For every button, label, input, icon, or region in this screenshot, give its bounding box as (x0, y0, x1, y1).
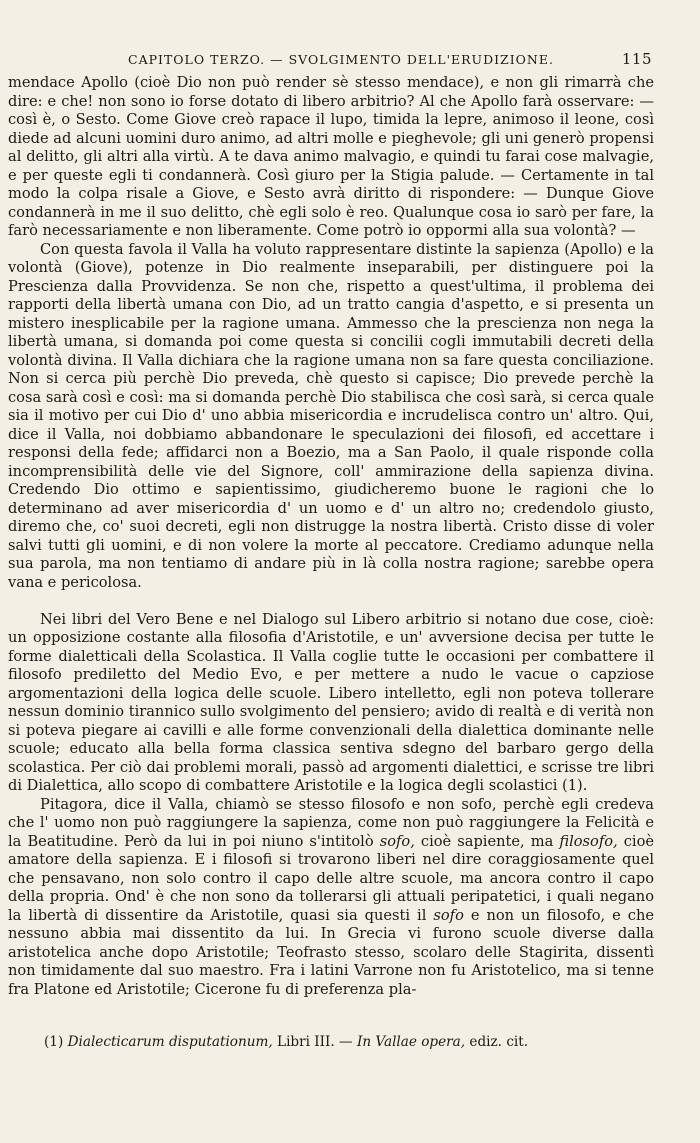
footnote-text: ediz. cit. (465, 1034, 529, 1050)
paragraph-favola: Con questa favola il Valla ha voluto rappresentare distinte la sapienza (Apollo) e la volontà (Giove), potenze in Dio realmente inseparabili, per distinguere poi la Prescienza dalla Provvidenza. Se non che, rispetto a quest'ultima, il problema dei rapporti della libertà umana con Dio, ad un tratto cangia d'aspetto, e si presenta un mistero inesplicabile per la ragione umana. Ammesso che la prescienza non nega la libertà umana, si domanda poi come questa si concilii cogli immutabili decreti della volontà divina. Il Valla dichiara che la ragione umana non sa fare questa conciliazione. Non si cerca più perchè Dio preveda, chè questo si capisce; Dio prevede perchè la cosa sarà così e così: ma si domanda perchè Dio stabilisca che così sarà, si cerca quale sia il motivo per cui Dio d' uno abbia misericordia e incrudelisca contro un' altro. Qui, dice il Valla, noi dobbiamo abbandonare le speculazioni dei filosofi, ed accettare i responsi della fede; affidarci non a Boezio, ma a San Paolo, il quale risponde colla incomprensibilità delle vie del Signore, coll' ammirazione della sapienza divina. Credendo Dio ottimo e sapientissimo, giudicheremo buone le ragioni che lo determinano ad aver misericordia d' un uomo e d' un altro no; credendolo giusto, diremo che, co' suoi decreti, egli non distrugge la nostra libertà. Cristo disse di voler salvi tutti gli uomini, e di non volere la morte al peccatore. Crediamo adunque nella sua parola, ma non tentiamo di andare più in là colla nostra ragione; sarebbe opera vana e pericolosa. (8, 240, 654, 591)
footnote-marker: (1) (44, 1034, 64, 1050)
text-run: cioè sapiente, ma (414, 832, 560, 850)
italic-term-sofo: sofo, (379, 832, 415, 850)
footnote-title: Dialecticarum disputationum, (67, 1034, 273, 1050)
text-run: cioè amatore della sapienza. E i filosofi si trovarono liberi nel dire coraggiosamente quel che pensavano, non solo contro il capo delle altre scuole, ma ancora contro il capo della propria. Ond' è che non sono da tollerarsi gli attuali peripatetici, i quali negano la libertà di dissentire da Aristotile, quasi sia questi il (8, 832, 655, 924)
body-text (8, 74, 654, 999)
paragraph-continued: mendace Apollo (cioè Dio non può render sè stesso mendace), e non gli rimarrà che dire: e che! non sono io forse dotato di libero arbitrio? Al che Apollo farà osservare: — così è, o Sesto. Come Giove creò rapace il lupo, timida la lepre, animoso il leone, così diede ad alcuni uomini duro animo, ad altri molle e pieghevole; gli uni generò propensi al delitto, gli altri alla virtù. A te dava animo malvagio, e quindi tu farai cose malvagie, e per queste egli ti condannerà. Così giuro per la Stigia palude. — Certamente in tal modo la colpa risale a Giove, e Sesto avrà diritto di rispondere: — Dunque Giove condannerà in me il suo delitto, chè egli solo è reo. Qualunque cosa io sarò per fare, la farò necessariamente e non liberamente. Come potrò io oppormi alla sua volontà? — (8, 74, 654, 239)
running-title: CAPITOLO TERZO. — SVOLGIMENTO DELL'ERUDIZIONE. (128, 52, 554, 67)
footnote-text: Libri III. — (272, 1034, 357, 1050)
footnote (8, 1033, 654, 1051)
paragraph-libri: Nei libri del Vero Bene e nel Dialogo sul Libero arbitrio si notano due cose, cioè: un opposizione costante alla filosofia d'Aristotile, e un' avversione decisa per tutte le forme dialetticali della Scolastica. Il Valla coglie tutte le occasioni per combattere il filosofo prediletto del Medio Evo, e per mettere a nudo le vacue o capziose argomentazioni della logica delle scuole. Libero intelletto, egli non poteva tollerare nessun dominio tirannico sullo svolgimento del pensiero; avido di realtà e di verità non si poteva piegare ai cavilli e alle forme convenzionali della dialettica dominante nelle scuole; educato alla bella forma classica sentiva sdegno del barbaro gergo della scolastica. Per ciò dai problemi morali, passò ad argomenti dialettici, e scrisse tre libri di Dialettica, allo scopo di combattere Aristotile e la logica degli scolastici (1). (8, 610, 654, 794)
footnote-source: In Vallae opera, (356, 1034, 466, 1050)
italic-term-filosofo: filosofo, (559, 832, 618, 850)
book-page (8, 52, 654, 999)
italic-term-sofo: sofo (433, 906, 464, 924)
page-number: 115 (621, 50, 652, 68)
paragraph-pitagora (8, 796, 654, 1000)
text-run: e non un filosofo, e che nessuno abbia mai dissentito da lui. In Grecia vi furono scuole diverse dalla aristotelica anche dopo Aristotile; Teofrasto stesso, scolaro delle Stagirita, dissentì non timidamente dal suo maestro. Fra i latini Varrone non fu Aristotelico, ma si tenne fra Platone ed Aristotile; Cicerone fu di preferenza pla- (8, 906, 654, 998)
running-head (8, 52, 654, 72)
text-run: Pitagora, dice il Valla, chiamò se stesso filosofo e non sofo, perchè egli credeva che l' uomo non può raggiungere la sapienza, come non può raggiungere la Felicità e la Beatitudine. Però da lui in poi niuno s'intitolò (8, 795, 654, 850)
